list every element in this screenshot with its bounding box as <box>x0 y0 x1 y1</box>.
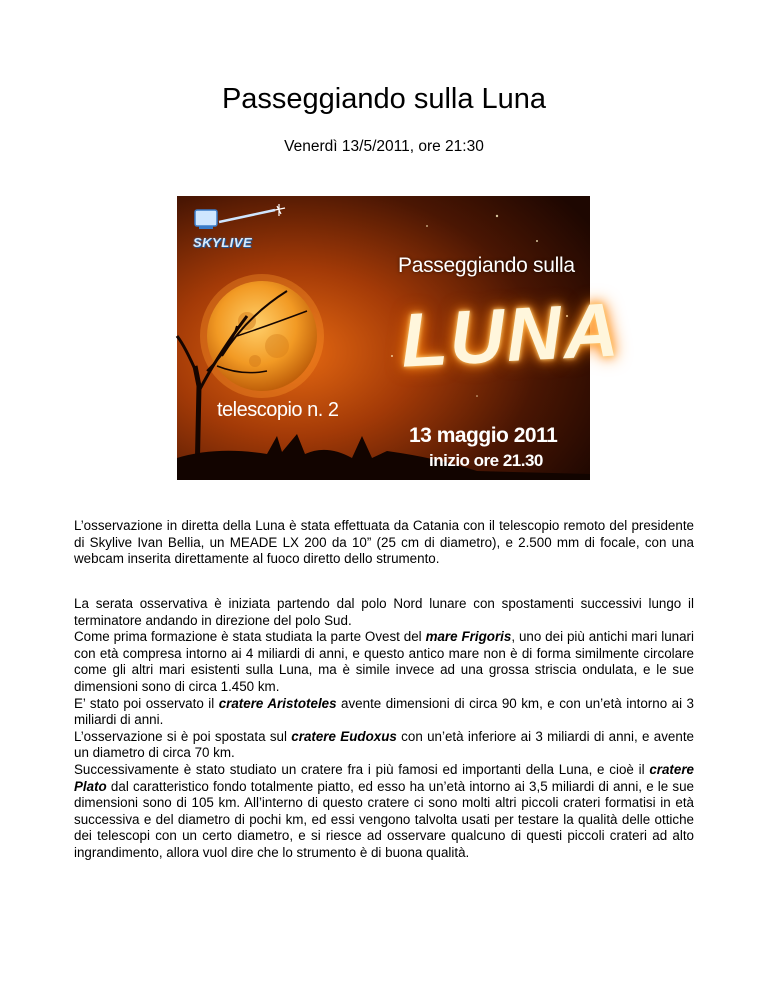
feature-name: cratere Plato <box>74 761 694 794</box>
sentence-start: La serata osservativa è iniziata partendo dal polo Nord lunare con spostamenti successivi lungo il terminatore andando in direzione del polo Sud. <box>74 596 694 628</box>
text-run: Come prima formazione è stata studiata la parte Ovest del <box>74 629 426 645</box>
feature-name: cratere Eudoxus <box>291 728 397 744</box>
poster-big-word: LUNA <box>398 287 623 384</box>
paragraph-text: L’osservazione in diretta della Luna è stata effettuata da Catania con il telescopio remoto del presidente di Skylive Ivan Bellia, un MEADE LX 200 da 10” (25 cm di diametro), e 2.500 mm di focale, con una webcam inserita direttamente al fuoco diretto dello strumento. <box>74 518 694 567</box>
poster-telescope: telescopio n. 2 <box>217 399 339 421</box>
sentence-mare-frigoris <box>74 629 694 695</box>
skylive-logo: SKYLIVE <box>193 235 253 250</box>
text-run: , uno dei più antichi mari lunari con età compresa intorno ai 4 miliardi di anni, e questo antico mare non è di forma similmente circolare come gli altri mari esistenti sulla Luna, ma è simile invece ad una grossa striscia ondulata, e le sue dimensioni sono di circa 1.450 km. <box>74 629 694 694</box>
poster-heading: Passeggiando sulla <box>398 254 575 277</box>
moon-icon <box>200 274 324 398</box>
feature-name: mare Frigoris <box>425 629 512 645</box>
text-run: Successivamente è stato studiato un cratere fra i più famosi ed importanti della Luna, e cioè il <box>74 761 650 777</box>
feature-name: cratere Aristoteles <box>218 695 337 711</box>
body-paragraph-1 <box>74 518 694 568</box>
sentence-aristoteles <box>74 696 694 729</box>
event-date: Venerdì 13/5/2011, ore 21:30 <box>284 138 484 155</box>
text-run: avente dimensioni di circa 90 km, e con un’età intorno ai 3 miliardi di anni. <box>74 695 694 728</box>
sentence-plato <box>74 762 694 862</box>
page-title: Passeggiando sulla Luna <box>221 83 547 115</box>
text-run: dal caratteristico fondo totalmente piatto, ed esso ha un’età intorno ai 3,5 miliardi di anni, e le sue dimensioni sono di 105 km. All’interno di questo cratere ci sono molti altri piccoli crateri formatisi in età successiva e del diametro di pochi km, ed essi vengono talvolta usati per testare la qualità delle ottiche dei telescopi con un certo diametro, e si riesce ad osservare qualcuno di questi piccoli crateri ad alto ingrandimento, allora vuol dire che lo strumento è di buona qualità. <box>74 778 694 860</box>
text-run: con un’età inferiore ai 3 miliardi di anni, e avente un diametro di circa 70 km. <box>74 728 694 761</box>
event-poster <box>177 196 623 480</box>
poster-start-time: inizio ore 21.30 <box>429 451 543 470</box>
sentence-eudoxus <box>74 729 694 762</box>
body-paragraph-2 <box>74 596 694 862</box>
text-run: L’osservazione si è poi spostata sul <box>74 728 292 744</box>
poster-date: 13 maggio 2011 <box>409 424 558 447</box>
text-run: E’ stato poi osservato il <box>74 695 219 711</box>
